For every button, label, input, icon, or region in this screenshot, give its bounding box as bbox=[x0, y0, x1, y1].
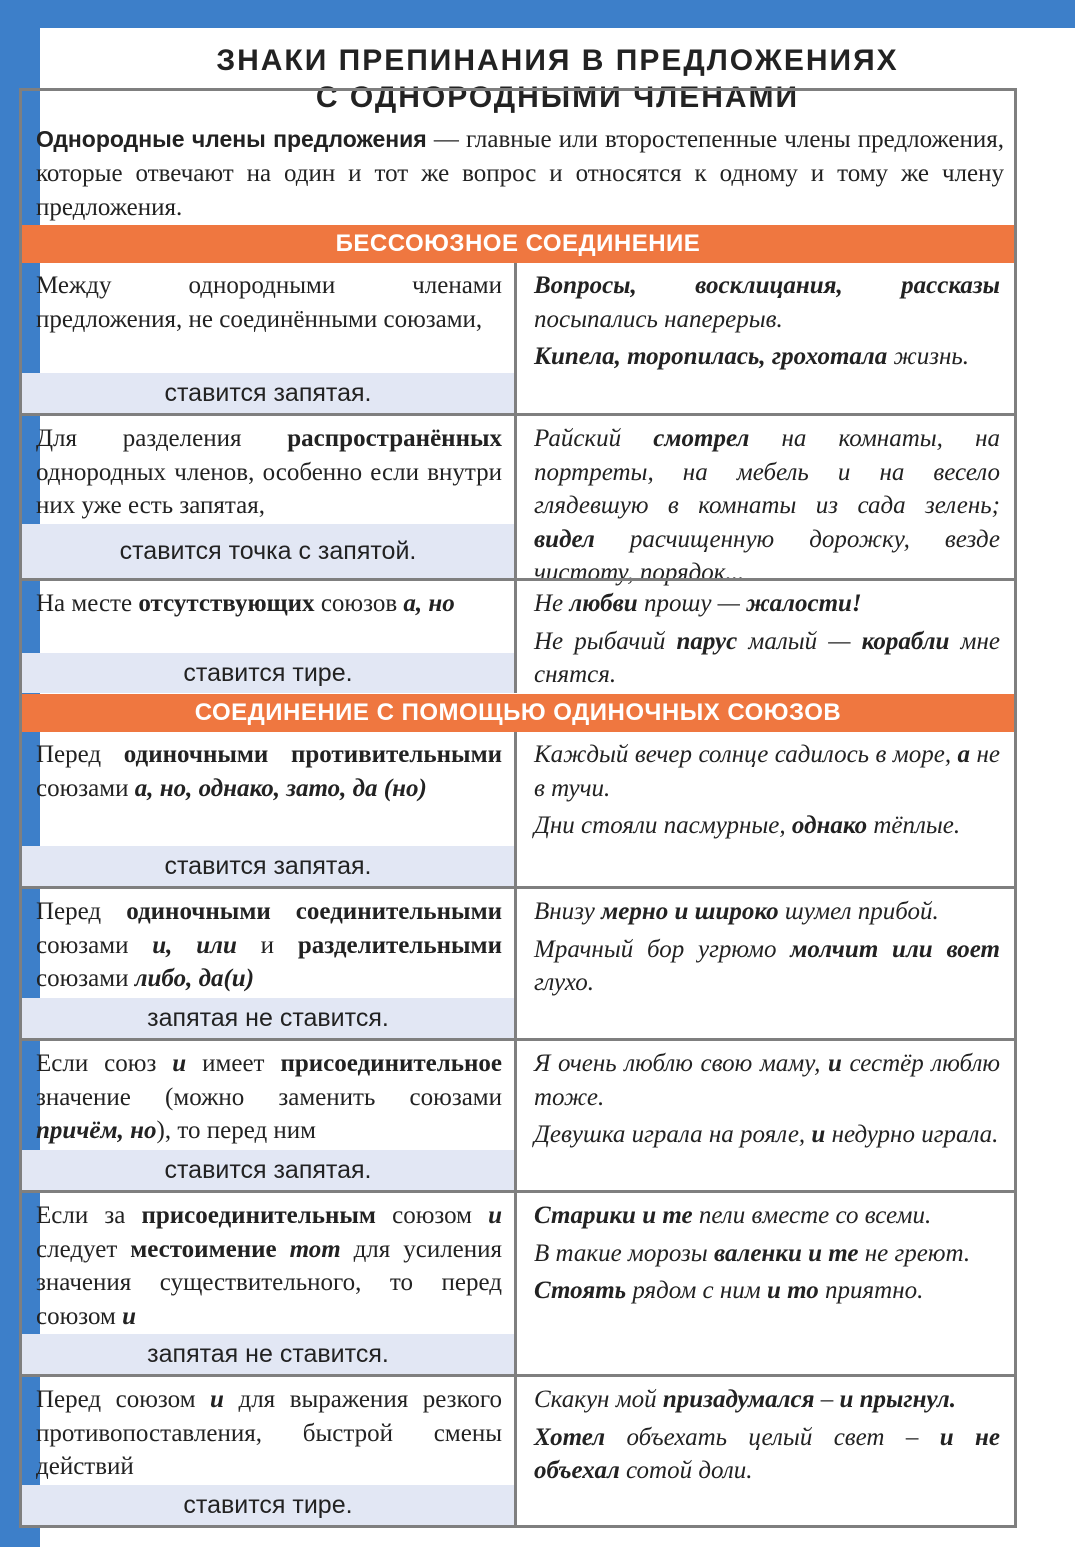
condition-cell bbox=[22, 732, 517, 886]
condition-cell bbox=[22, 889, 517, 1038]
emphasis-text: призадумался bbox=[662, 1386, 815, 1413]
emphasis-text: Стоять bbox=[534, 1277, 627, 1304]
text-run: следует bbox=[36, 1235, 131, 1263]
condition-text bbox=[36, 895, 502, 996]
example-sentence bbox=[534, 625, 1000, 692]
text-run: для усиления значения существительного, то перед союзом bbox=[36, 1235, 503, 1330]
text-run: однородных членов, особенно если внутри них уже есть запятая, bbox=[36, 458, 502, 519]
rule-label: запятая не ставится. bbox=[22, 998, 514, 1038]
definition-text: — главные или второстепенные члены предложения, которые отвечают на один и тот же вопрос и относятся к одному и тому же члену предложения. bbox=[36, 126, 1004, 221]
condition-text bbox=[36, 1047, 502, 1148]
rule-label: ставится запятая. bbox=[22, 373, 514, 413]
emphasis-text: и bbox=[210, 1386, 224, 1413]
text-run: союзами bbox=[36, 931, 153, 959]
condition-text bbox=[36, 738, 502, 805]
text-run: мне снятся. bbox=[534, 627, 1001, 688]
examples-cell bbox=[520, 1193, 1014, 1374]
example-sentence bbox=[534, 1199, 1000, 1233]
emphasis-text: и bbox=[827, 1050, 842, 1077]
emphasis-text: тот bbox=[289, 1235, 341, 1263]
emphasis-text: причём, но bbox=[36, 1117, 157, 1144]
text-run bbox=[277, 1236, 290, 1263]
rule-label: ставится точка с запятой. bbox=[22, 524, 514, 578]
text-run: сотой доли. bbox=[619, 1457, 753, 1484]
text-run: Перед bbox=[36, 741, 124, 768]
text-run: Не bbox=[534, 590, 570, 617]
condition-cell bbox=[22, 1041, 517, 1190]
example-sentence bbox=[534, 1237, 1000, 1271]
text-run: имеет bbox=[186, 1050, 281, 1077]
condition-cell bbox=[22, 1193, 517, 1374]
emphasis-text: однако bbox=[791, 812, 868, 839]
emphasis-text: и bbox=[811, 1121, 826, 1148]
rule-label: ставится тире. bbox=[22, 653, 514, 693]
condition-cell bbox=[22, 416, 517, 578]
text-run: Для разделения bbox=[36, 425, 288, 452]
emphasis-text: Кипела, торопилась, грохотала bbox=[534, 343, 888, 370]
example-sentence bbox=[534, 269, 1000, 336]
text-run: Если союз bbox=[36, 1050, 173, 1077]
examples-cell bbox=[520, 1377, 1014, 1525]
emphasis-text: а bbox=[957, 741, 971, 768]
emphasis-text: Вопросы, восклицания, рассказы bbox=[534, 272, 1000, 299]
emphasis-text: одиночными противительными bbox=[123, 741, 503, 768]
example-sentence bbox=[534, 895, 1000, 929]
rule-label: запятая не ставится. bbox=[22, 1334, 514, 1374]
text-run: шумел прибой. bbox=[778, 898, 939, 925]
emphasis-text: Хотел bbox=[534, 1423, 606, 1451]
text-run: малый — bbox=[737, 627, 862, 655]
text-run: союзов bbox=[314, 590, 404, 617]
text-run: сестёр люблю тоже. bbox=[534, 1050, 1000, 1111]
condition-text bbox=[36, 587, 502, 621]
text-run: Если за bbox=[36, 1202, 142, 1229]
emphasis-text: валенки и те bbox=[713, 1239, 859, 1267]
condition-cell bbox=[22, 1377, 517, 1525]
condition-text bbox=[36, 1383, 502, 1484]
emphasis-text: корабли bbox=[861, 627, 950, 655]
emphasis-text: жалости! bbox=[746, 590, 862, 617]
emphasis-text: молчит или воет bbox=[790, 935, 1000, 963]
text-run: Перед bbox=[36, 898, 127, 925]
text-run: Мрачный бор угрюмо bbox=[534, 935, 791, 963]
emphasis-text: любви bbox=[569, 590, 638, 617]
table-row bbox=[22, 578, 1014, 693]
text-run: и bbox=[236, 931, 298, 959]
emphasis-text: присоединительным bbox=[141, 1202, 376, 1229]
text-run: Каждый вечер солнце садилось в море, bbox=[534, 741, 958, 768]
examples-cell bbox=[520, 263, 1014, 413]
text-run: союзами bbox=[36, 965, 135, 992]
example-sentence bbox=[534, 587, 1000, 621]
examples-cell bbox=[520, 581, 1014, 693]
text-run: не в тучи. bbox=[534, 741, 1000, 802]
text-run: не греют. bbox=[858, 1239, 971, 1267]
emphasis-text: отсутствующих bbox=[138, 590, 315, 617]
text-run: – bbox=[814, 1386, 840, 1413]
emphasis-text: и, или bbox=[152, 931, 237, 959]
example-sentence bbox=[534, 422, 1000, 590]
example-sentence bbox=[534, 1421, 1000, 1488]
table-row bbox=[22, 263, 1014, 413]
text-run: ), то перед ним bbox=[156, 1117, 317, 1144]
section-heading-asyndetic: БЕССОЮЗНОЕ СОЕДИНЕНИЕ bbox=[22, 225, 1014, 263]
rule-label: ставится запятая. bbox=[22, 1150, 514, 1190]
text-run: расчищенную дорожку, везде чистоту, порядок... bbox=[534, 525, 1000, 586]
emphasis-text: присоединительное bbox=[280, 1050, 502, 1077]
emphasis-text: а, но bbox=[403, 590, 455, 617]
text-run: Райский bbox=[534, 425, 654, 452]
example-sentence bbox=[534, 1118, 1000, 1152]
title-line-1: ЗНАКИ ПРЕПИНАНИЯ В ПРЕДЛОЖЕНИЯХ bbox=[216, 44, 899, 77]
text-run: тёплые. bbox=[867, 812, 961, 839]
emphasis-text: видел bbox=[534, 525, 595, 553]
examples-cell bbox=[520, 416, 1014, 586]
emphasis-text: одиночными соединительными bbox=[126, 898, 503, 925]
emphasis-text: и bbox=[122, 1302, 137, 1330]
condition-cell bbox=[22, 263, 517, 413]
table-row bbox=[22, 732, 1014, 886]
text-run: на комнаты, на портреты, на мебель и на весело глядевшую в комнаты из сада зелень; bbox=[534, 425, 1001, 519]
text-run: для выражения резкого противопоставления, быстрой смены действий bbox=[36, 1386, 503, 1480]
text-run: Я очень люблю свою маму, bbox=[534, 1050, 828, 1077]
example-sentence bbox=[534, 738, 1000, 805]
text-run: Между однородными членами предложения, не соединёнными союзами, bbox=[36, 272, 502, 333]
example-sentence bbox=[534, 1383, 1000, 1417]
emphasis-text: и прыгнул. bbox=[839, 1386, 956, 1413]
text-run: глухо. bbox=[534, 969, 594, 996]
emphasis-text: смотрел bbox=[653, 425, 750, 452]
rule-label: ставится тире. bbox=[22, 1485, 514, 1525]
emphasis-text: и то bbox=[766, 1277, 819, 1304]
examples-cell bbox=[520, 732, 1014, 886]
text-run: Дни стояли пасмурные, bbox=[534, 812, 792, 839]
emphasis-text: разделительными bbox=[297, 931, 502, 959]
emphasis-text: и не объехал bbox=[534, 1423, 1000, 1484]
text-run: прошу — bbox=[637, 590, 747, 617]
condition-text bbox=[36, 1199, 502, 1333]
table-row bbox=[22, 1190, 1014, 1374]
text-run: значение (можно заменить союзами bbox=[36, 1083, 502, 1111]
example-sentence bbox=[534, 809, 1000, 843]
definition bbox=[36, 122, 1004, 225]
text-run: Не рыбачий bbox=[534, 627, 677, 655]
examples-cell bbox=[520, 1041, 1014, 1190]
example-sentence bbox=[534, 933, 1000, 1000]
condition-text bbox=[36, 269, 502, 336]
text-run: приятно. bbox=[818, 1277, 924, 1304]
text-run: недурно играла. bbox=[825, 1121, 999, 1148]
definition-term: Однородные члены предложения bbox=[36, 126, 427, 152]
title-line-2: С ОДНОРОДНЫМИ ЧЛЕНАМИ bbox=[315, 81, 800, 114]
table-row bbox=[22, 1038, 1014, 1190]
text-run: союзами bbox=[36, 774, 135, 802]
text-run: союзом bbox=[375, 1202, 489, 1229]
examples-cell bbox=[520, 889, 1014, 1038]
text-run: объехать целый свет – bbox=[605, 1423, 940, 1451]
emphasis-text: распространённых bbox=[287, 425, 502, 452]
text-run: Скакун мой bbox=[534, 1386, 663, 1413]
emphasis-text: парус bbox=[676, 627, 738, 655]
condition-text bbox=[36, 422, 502, 523]
text-run: рядом с ним bbox=[626, 1277, 767, 1304]
text-run: На месте bbox=[36, 590, 139, 617]
rule-label: ставится запятая. bbox=[22, 846, 514, 886]
section-heading-single-conjunctions: СОЕДИНЕНИЕ С ПОМОЩЬЮ ОДИНОЧНЫХ СОЮЗОВ bbox=[22, 694, 1014, 732]
emphasis-text: а, но, однако, зато, да (но) bbox=[134, 774, 427, 802]
table-row bbox=[22, 886, 1014, 1038]
emphasis-text: местоимение bbox=[130, 1235, 277, 1263]
emphasis-text: Старики и те bbox=[534, 1202, 693, 1229]
text-run: посыпались наперерыв. bbox=[534, 305, 783, 333]
example-sentence bbox=[534, 1047, 1000, 1114]
emphasis-text: либо, да(и) bbox=[134, 965, 255, 992]
text-run: Девушка играла на рояле, bbox=[534, 1121, 812, 1148]
emphasis-text: и bbox=[488, 1202, 502, 1229]
emphasis-text: мерно и широко bbox=[601, 898, 779, 925]
table-row bbox=[22, 1374, 1014, 1525]
text-run: жизнь. bbox=[887, 343, 970, 370]
example-sentence bbox=[534, 340, 1000, 374]
text-run: В такие морозы bbox=[534, 1239, 714, 1267]
emphasis-text: и bbox=[172, 1050, 187, 1077]
text-run: Перед союзом bbox=[36, 1386, 211, 1413]
text-run: пели вместе со всеми. bbox=[692, 1202, 932, 1229]
text-run: Внизу bbox=[534, 898, 602, 925]
table-row bbox=[22, 413, 1014, 586]
example-sentence bbox=[534, 1274, 1000, 1308]
condition-cell bbox=[22, 581, 517, 693]
